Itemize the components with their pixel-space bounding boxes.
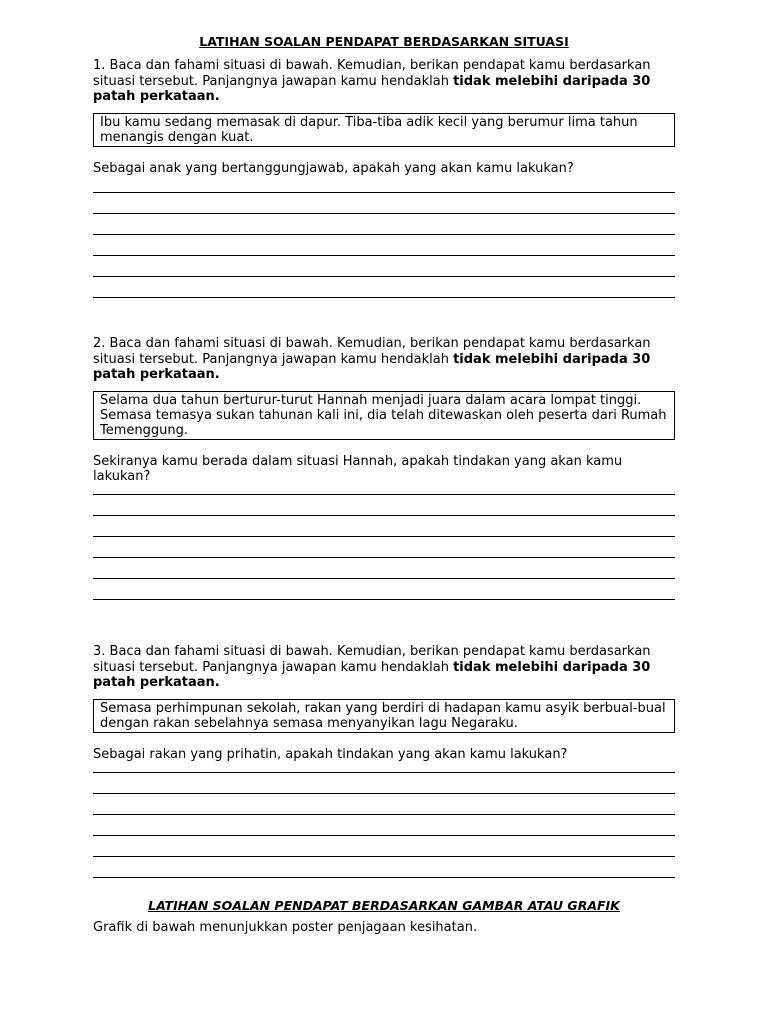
answer-line[interactable] [93,793,675,814]
answer-line[interactable] [93,877,675,898]
answer-line[interactable] [93,276,675,297]
question-text: Sekiranya kamu berada dalam situasi Hannah, apakah tindakan yang akan kamu lakukan? [93,453,623,484]
answer-lines [93,494,675,620]
answer-line[interactable] [93,536,675,557]
answer-line[interactable] [93,599,675,620]
question-number: 3. [93,644,106,659]
situation-box: Selama dua tahun berturur-turut Hannah menjadi juara dalam acara lompat tinggi. Semasa temasya sukan tahunan kali ini, dia telah ditewaskan oleh peserta dari Rumah Temenggung. [93,391,675,440]
answer-lines [93,192,675,318]
answer-line[interactable] [93,515,675,536]
section2-title: LATIHAN SOALAN PENDAPAT BERDASARKAN GAMBAR ATAU GRAFIK [148,898,620,913]
question-text: Sebagai anak yang bertanggungjawab, apakah yang akan kamu lakukan? [93,160,574,176]
answer-line[interactable] [93,856,675,877]
instruction-bold: tidak melebihi daripada 30 patah perkataan. [93,659,651,690]
situation-box: Ibu kamu sedang memasak di dapur. Tiba-tiba adik kecil yang berumur lima tahun menangis dengan kuat. [93,113,675,147]
instruction [93,336,675,383]
page-title: LATIHAN SOALAN PENDAPAT BERDASARKAN SITUASI [199,34,569,49]
question-2 [93,336,675,620]
instruction-bold: tidak melebihi daripada 30 patah perkataan. [93,73,651,104]
question-number: 2. [93,336,106,351]
answer-line[interactable] [93,814,675,835]
answer-line[interactable] [93,255,675,276]
answer-line[interactable] [93,234,675,255]
instruction-text: Baca dan fahami situasi di bawah. Kemudian, berikan pendapat kamu berdasarkan situasi tersebut. Panjangnya jawapan kamu hendaklah [93,644,651,675]
instruction [93,644,675,691]
answer-line[interactable] [93,297,675,318]
section2-intro: Grafik di bawah menunjukkan poster penjagaan kesihatan. [93,920,478,935]
answer-line[interactable] [93,578,675,599]
situation-box: Semasa perhimpunan sekolah, rakan yang berdiri di hadapan kamu asyik berbual-bual dengan rakan sebelahnya semasa menyanyikan lagu Negaraku. [93,699,675,733]
instruction-text: Baca dan fahami situasi di bawah. Kemudian, berikan pendapat kamu berdasarkan situasi tersebut. Panjangnya jawapan kamu hendaklah [93,336,651,367]
instruction-text: Baca dan fahami situasi di bawah. Kemudian, berikan pendapat kamu berdasarkan situasi tersebut. Panjangnya jawapan kamu hendaklah [93,58,651,89]
answer-line[interactable] [93,835,675,856]
instruction [93,58,675,105]
answer-lines [93,772,675,898]
answer-line[interactable] [93,494,675,515]
answer-line[interactable] [93,772,675,793]
instruction-bold: tidak melebihi daripada 30 patah perkataan. [93,351,651,382]
answer-line[interactable] [93,557,675,578]
question-3 [93,644,675,898]
question-number: 1. [93,58,106,73]
question-1 [93,58,675,318]
answer-line[interactable] [93,192,675,213]
question-text: Sebagai rakan yang prihatin, apakah tindakan yang akan kamu lakukan? [93,746,568,762]
answer-line[interactable] [93,213,675,234]
